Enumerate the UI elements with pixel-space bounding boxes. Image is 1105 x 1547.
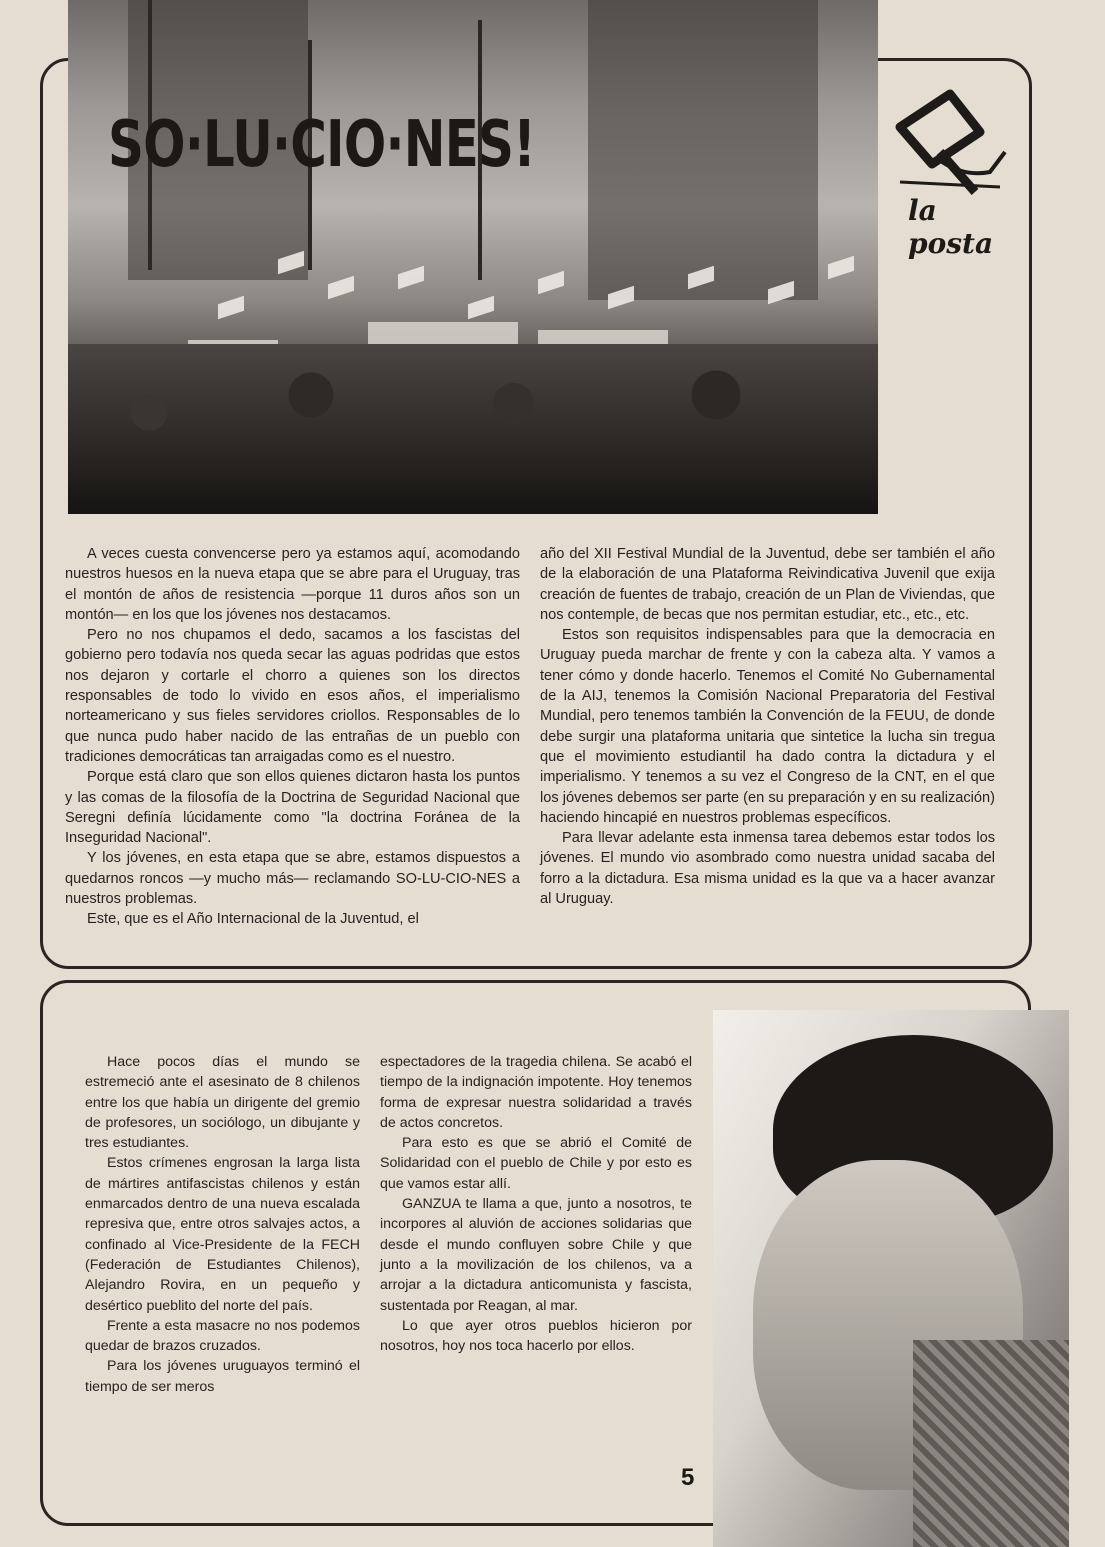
paragraph: Y los jóvenes, en esta etapa que se abre, estamos dispuestos a quedarnos roncos —y mucho más— reclamando SO-LU-CIO-NES a nuestros problemas.: [65, 850, 520, 908]
crowd-photo: [68, 0, 878, 514]
article1-column-left: [65, 544, 520, 930]
logo-text: la posta: [908, 194, 994, 260]
la-posta-logo: [880, 82, 1025, 260]
paragraph: Hace pocos días el mundo se estremeció ante el asesinato de 8 chilenos entre los que había un dirigente del gremio de profesores, un sociólogo, un dibujante y tres estudiantes.: [85, 1054, 360, 1152]
portrait-photo: [713, 1010, 1069, 1547]
paragraph: Para los jóvenes uruguayos terminó el tiempo de ser meros: [85, 1358, 360, 1395]
paragraph: Estos crímenes engrosan la larga lista de mártires antifascistas chilenos y están enmarcados dentro de una nueva escalada represiva que, entre otros salvajes actos, a confinado al Vice-Presidente de la FECH (Federación de Estudiantes Chilenos), Alejandro Rovira, en un pequeño y desértico pueblito del norte del país.: [85, 1155, 360, 1314]
paragraph: Para llevar adelante esta inmensa tarea debemos estar todos los jóvenes. El mundo vio asombrado como nuestra unidad sacaba del forro a la dictadura. Esa misma unidad es la que va a hacer avanzar al Uruguay.: [540, 830, 995, 908]
paragraph: Este, que es el Año Internacional de la Juventud, el: [87, 911, 419, 928]
paragraph: GANZUA te llama a que, junto a nosotros, te incorpores al aluvión de acciones solidarias que desde el mundo confluyen sobre Chile y que junto a la movilización de los chilenos, va a arrojar a la dictadura anticomunista y fascista, sustentada por Reagan, al mar.: [380, 1196, 692, 1314]
paragraph: Porque está claro que son ellos quienes dictaron hasta los puntos y las comas de la filosofía de la Doctrina de Seguridad Nacional que Seregni definía lúcidamente como "la doctrina Foránea de la Inseguridad Nacional".: [65, 769, 520, 847]
article2-column-right: [380, 1052, 692, 1356]
paragraph: año del XII Festival Mundial de la Juventud, debe ser también el año de la elaboración de una Plataforma Reivindicativa Juvenil que exija creación de fuentes de trabajo, creación de un Plan de Viviendas, que nos contemple, de becas que nos permitan estudiar, etc., etc., etc.: [540, 546, 995, 623]
article2-column-left: [85, 1052, 360, 1397]
paragraph: Lo que ayer otros pueblos hicieron por nosotros, hoy nos toca hacerlo por ellos.: [380, 1317, 692, 1355]
headline: SO·LU·CIO·NES!: [108, 108, 536, 182]
paragraph: A veces cuesta convencerse pero ya estamos aquí, acomodando nuestros huesos en la nueva etapa que se abre para el Uruguay, tras el montón de años de resistencia —porque 11 duros años son un montón— en los que los jóvenes nos destacamos.: [65, 546, 520, 623]
article1-column-right: [540, 544, 995, 909]
paragraph: Pero no nos chupamos el dedo, sacamos a los fascistas del gobierno pero todavía nos queda secar las aguas podridas que estos nos dejaron y cortarle el chorro a quienes son los directos responsables de todo lo vivido en esos años, el imperialismo norteamericano y sus fieles servidores criollos. Responsables de lo que nunca pudo haber nacido de las entrañas de un pueblo con tradiciones democráticas tan arraigadas como es el nuestro.: [65, 627, 520, 765]
paragraph: Para esto es que se abrió el Comité de Solidaridad con el pueblo de Chile y por esto es que vamos estar allí.: [380, 1135, 692, 1192]
paragraph: Frente a esta masacre no nos podemos quedar de brazos cruzados.: [85, 1317, 360, 1355]
page-number: 5: [681, 1464, 695, 1491]
paragraph: Estos son requisitos indispensables para que la democracia en Uruguay pueda marchar de frente y con la cabeza alta. Y vamos a tener cómo y donde hacerlo. Tenemos el Comité No Gubernamental de la AIJ, tenemos la Comisión Nacional Preparatoria del Festival Mundial, pero tenemos también la Convención de la FEUU, de donde debe surgir una plataforma unitaria que sintetice la lucha sin tregua que el movimiento estudiantil ha dado contra la dictadura y el imperialismo. Y tenemos a su vez el Congreso de la CNT, en el que los jóvenes debemos ser parte (en su preparación y en su realización) haciendo hincapié en nuestros problemas específicos.: [540, 627, 995, 826]
paragraph: espectadores de la tragedia chilena. Se acabó el tiempo de la indignación impotente. Hoy tenemos forma de expresar nuestra solidaridad a través de actos concretos.: [380, 1054, 692, 1131]
